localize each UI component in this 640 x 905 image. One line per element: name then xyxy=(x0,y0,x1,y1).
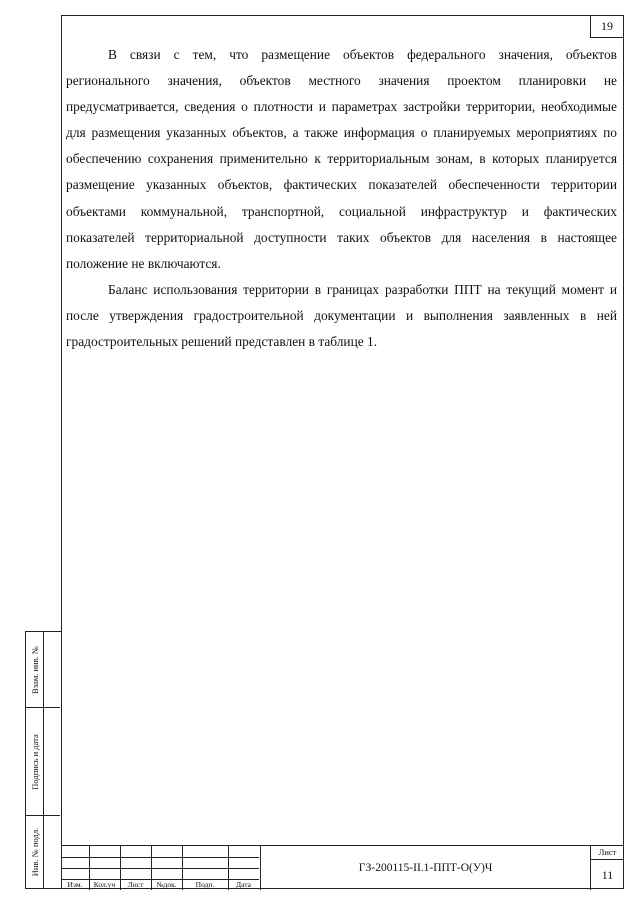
document-code: ГЗ-200115-II.1-ППТ-О(У)Ч xyxy=(260,846,591,890)
side-stamp xyxy=(25,631,61,889)
header-ndok: №док. xyxy=(156,880,177,889)
side-cell-inv-podl xyxy=(26,816,60,888)
header-kol-uch: Кол.уч xyxy=(93,880,116,889)
side-label-vzam-inv: Взам. инв. № xyxy=(29,645,40,694)
side-cell-podpis-data xyxy=(26,708,60,816)
title-block-grid xyxy=(61,846,259,890)
header-podp: Подп. xyxy=(195,880,215,889)
paragraph-2: Баланс использования территории в границах разработки ППТ на текущий момент и после утверждения градостроительной документации и выполнения заявленных в ней градостроительных решений представлен в таблице 1. xyxy=(66,281,617,350)
header-data: Дата xyxy=(236,880,251,889)
page-frame xyxy=(61,15,624,889)
page-number: 19 xyxy=(590,16,623,38)
sheet-number: 11 xyxy=(601,868,614,882)
side-label-inv-podl: Инв. № подл. xyxy=(29,827,40,877)
paragraph-1: В связи с тем, что размещение объектов федерального значения, объектов регионального значения, объектов местного значения проектом планировки не предусматривается, сведения о плотности и параметрах застройки территории, необходимые для размещения указанных объектов, а также информация о планируемых мероприятиях по обеспечению сохранения применительно к территориальным зонам, в которых планируется размещение указанных объектов, фактических показателей обеспеченности территории объектами коммунальной, транспортной, социальной инфраструктур и фактических показателей территориальной доступности таких объектов для населения в настоящее положение не включаются. xyxy=(66,47,617,271)
title-block xyxy=(61,845,624,889)
sheet-label: Лист xyxy=(591,846,624,860)
body-text xyxy=(66,42,617,355)
side-label-podpis-data: Подпись и дата xyxy=(29,733,40,790)
sheet-box xyxy=(591,846,624,890)
header-list: Лист xyxy=(127,880,144,889)
header-izm: Изм. xyxy=(67,880,83,889)
side-cell-vzam-inv xyxy=(26,632,60,708)
